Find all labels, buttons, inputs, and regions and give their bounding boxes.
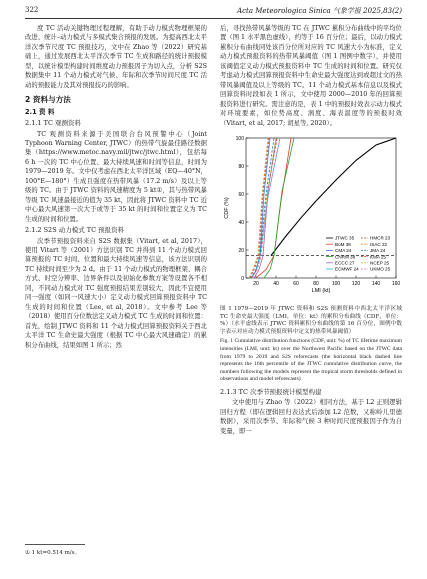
y-axis-label: CDF (%) [224, 197, 230, 219]
page-number: 322 [25, 6, 39, 14]
left-column [25, 24, 207, 350]
y-tick-label: 40 [238, 219, 244, 226]
legend-label: KMA 25 [370, 254, 387, 260]
legend-label: BoM 38 [335, 241, 351, 247]
y-tick-label: 80 [238, 163, 244, 170]
x-tick-label: 20 [253, 280, 259, 287]
x-tick-label: 100 [331, 280, 341, 287]
page-header [25, 6, 402, 18]
figure-1 [220, 132, 402, 304]
x-tick-label: 120 [351, 280, 361, 287]
section-heading-2-1-1: 2.1.1 TC 观测资料 [25, 119, 81, 128]
legend-label: CNRM 38 [335, 254, 356, 260]
series-line [252, 138, 276, 278]
method-paragraph: 后，寻找热带风暴等级的 TC 在 JTWC 累积分布曲线中的平均位置（图 1 水平黑色虚线），约等于 16 百分位；最后，以动力模式累积分布曲线同处该百分位所对应的 TC 风速大小为标准，定义动力模式预报资料的热带风暴阈值（图 1 图例中数字），并使用该阈值定义动力模式预报资料中 TC 生成的时间和位置。研究仅考虑动力模式回算预报资料中生命史最大强度达到或超过文的热带风暴阈值及以上等级的 TC。11 个动力模式基本信息以及模式回算资料时段如表 1 所示，文中使用 2000—2010 年的回算预报资料进行研究。需注意的是，表 1 中的预报时效表示动力模式对环境要素，如位势高度、涡度、海表温度等的预报时效（Vitart, et al, 2017; 胡星等, 2020）。 [220, 25, 402, 127]
y-tick-label: 0 [241, 275, 244, 282]
footnote-rule [25, 544, 85, 545]
x-tick-label: 140 [371, 280, 381, 287]
header-rule [25, 18, 402, 19]
journal-title: Acta Meteorologica Sinica 气象学报 2025,83(2) [237, 7, 402, 15]
legend-label: ECMWF 24 [335, 266, 359, 272]
legend-label: ECCC 27 [335, 260, 355, 266]
legend-label: UKMO 25 [370, 266, 391, 272]
x-axis-label: LMI (kt) [311, 287, 331, 294]
legend-label: CMA 24 [335, 248, 352, 254]
legend-label: HMCR 23 [370, 235, 391, 241]
x-tick-label: 160 [391, 280, 401, 287]
section-heading-2-1: 2.1 资 料 [25, 107, 55, 116]
y-tick-label: 60 [238, 191, 244, 198]
s2s-data-paragraph: 次季节预报资料来自 S2S 数据集（Vitart, et al, 2017），使用 Vitart 等（2001）方法识别 TC 并得到 11 个动力模式回算预报的 TC 时间、位置和最大持续风速等信息，该方法识别的 TC 持续时间至少为 2 d。由于 11 个动力模式的物理框架、耦合方式、时空分辨率、边界条件以及初始化参数方案等设置各不相同，不同动力模式对 TC 强度预报结果差别较大，因此不宜使用同一强度（如同一风速大小）定义动力模式回算预报资料中 TC 生成的时间和位置（Lee, et al, 2018）。文中参考 Lee 等（2018）使用百分位数法定义动力模式 TC 生成的时间和位置：首先，绘制 JTWC 资料和 11 个动力模式回算预报资料关于西北太平洋 TC 生命史最大强度（根据 TC 中心最大风速确定）的累积分布曲线，结果如图 1 所示；然 [25, 237, 207, 349]
x-tick-label: 60 [293, 280, 299, 287]
section-heading-2-1-2: 2.1.2 S2S 动力模式 TC 预报资料 [25, 226, 125, 235]
tc-observation-paragraph: TC 观测资料来源于美国联合台风预警中心（Joint Typhoon Warning Center, JTWC）的热带气旋最佳路径数据集（https://www.metoc.navy.mil/jtwc/jtwc.html），包括每 6 h 一次的 TC 中心位置、最大持续风速和时间等信息，时间为 1979—2019 年。文中仅考虑在西北太平洋区域（EQ—40°N，100°E—180°）生成且强度在热带风暴（17.2 m/s）及以上等级的 TC。由于 JTWC 资料的风速精度为 5 kt①，其与热带风暴等级 TC 风速最接近的值为 35 kt，因此将 JTWC 资料中 TC 近中心最大风速第一次大于或等于 35 kt 的时间和位置定义为 TC 生成的时间和位置。 [25, 130, 207, 223]
figure-caption-en: Fig. 1 Cumulative distribution functions (CDF, unit: %) of TC lifetime maximum intensities (LMI, unit: kt) over the Northwest Pacific based on the JTWC data from 1979 to 2019 and S2S reforecasts (the horizontal black dashed line represents the 16th percentile of the JTWC cumulative distribution curve, the numbers following the models represent the tropical storm thresholds defined in observations and model reforecasts) [220, 338, 403, 383]
model-paragraph: 文中使用与 Zhao 等（2022）相同方法，基于 L2 正则逻辑回归方程（即在逻辑回归表达式后添加 L2 范数，又称岭儿里德数据），采用次季节、年际和气候 3 种时间尺度预报因子作为自变量，即一 [220, 399, 402, 435]
y-tick-label: 100 [235, 135, 244, 142]
series-line [249, 138, 268, 278]
legend-label: JMA 24 [370, 248, 386, 254]
section-heading-2-1-3: 2.1.3 TC 次季节预报统计模型构建 [220, 387, 322, 396]
intro-paragraph: 度 TC 活动关键物理过程理解，有助于动力模式物理框架的改进、统计–动力模式与多模式集合预报的发展。为提高西北太平洋次季节尺度 TC 预报技巧，文中在 Zhao 等（2022）研究基础上，通过发展西北太平洋次季节 TC 生成和路径的统计预报模型，以统计模型构建时间维度动力预报因子为切入点，分析 S2S 数据集中 11 个动力模式对气候、年际和次季节时间尺度 TC 活动的预报能力及其对预报技巧的影响。 [25, 25, 207, 89]
x-tick-label: 80 [313, 280, 319, 287]
footnote: ① 1 kt=0.514 m/s。 [25, 550, 80, 556]
series-line [264, 138, 294, 278]
y-tick-label: 20 [238, 247, 244, 254]
section-heading-2: 2 资料与方法 [25, 95, 71, 105]
cdf-chart [220, 132, 402, 304]
legend-label: ISAC 22 [370, 241, 388, 247]
figure-caption-cn: 图 1 1979—2019 年 JTWC 资料和 S2S 预测资料中西北太平洋区域 TC 生命史最大强度（LMI，单位：kt）的累积分布曲线（CDF，单位：%）（水平虚线表示 JTWC 资料累积分布曲线的第 16 百分位，图例中数字表示对应动力模式预报资料中定义的热带风暴阈值） [220, 305, 402, 335]
legend-label: NCEP 25 [370, 260, 390, 266]
x-tick-label: 40 [273, 280, 279, 287]
legend-label: JTWC 35 [335, 235, 355, 241]
right-column [220, 24, 402, 436]
